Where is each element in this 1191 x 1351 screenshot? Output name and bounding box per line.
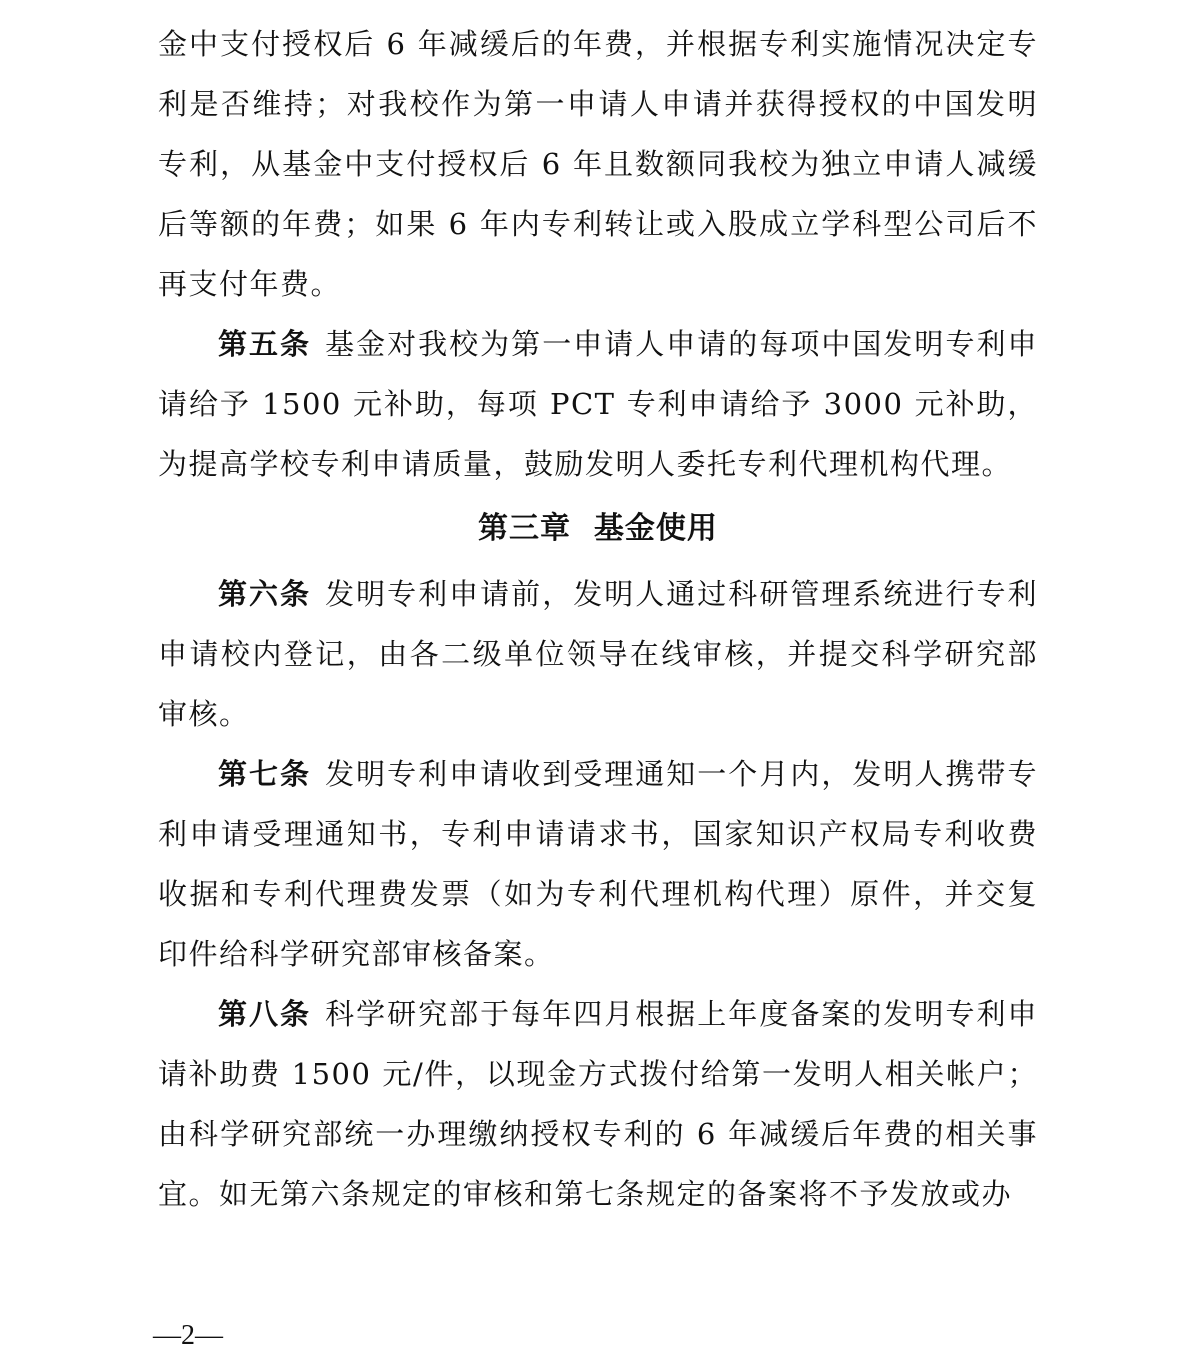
chapter-heading: 第三章 基金使用: [478, 511, 718, 546]
paragraph-text: 发明专利申请前，发明人通过科研管理系统进行专利申请校内登记，由各二级单位领导在线审核，并提交科学研究部审核。: [158, 577, 1038, 731]
article-label: 第六条: [218, 577, 312, 611]
paragraph-text: 基金对我校为第一申请人申请的每项中国发明专利申请给予 1500 元补助，每项 PCT 专利申请给予 3000 元补助，为提高学校专利申请质量，鼓励发明人委托专利代理机构代理。: [158, 327, 1038, 481]
document-page: [158, 14, 1038, 1224]
paragraph-text: 发明专利申请收到受理通知一个月内，发明人携带专利申请受理通知书，专利申请请求书，国家知识产权局专利收费收据和专利代理费发票（如为专利代理机构代理）原件，并交复印件给科学研究部审核备案。: [158, 757, 1038, 971]
article-6-paragraph: [158, 564, 1038, 744]
paragraph-text: 金中支付授权后 6 年减缓后的年费，并根据专利实施情况决定专利是否维持；对我校作为第一申请人申请并获得授权的中国发明专利，从基金中支付授权后 6 年且数额同我校为独立申请人减缓后等额的年费；如果 6 年内专利转让或入股成立学科型公司后不再支付年费。: [158, 27, 1038, 301]
article-8-paragraph: [158, 984, 1038, 1224]
page-number: —2—: [153, 1320, 223, 1351]
article-label: 第七条: [218, 757, 312, 791]
article-7-paragraph: [158, 744, 1038, 984]
article-label: 第八条: [218, 997, 312, 1031]
article-label: 第五条: [218, 327, 312, 361]
paragraph-continuation: [158, 14, 1038, 314]
paragraph-text: 科学研究部于每年四月根据上年度备案的发明专利申请补助费 1500 元/件，以现金方式拨付给第一发明人相关帐户；由科学研究部统一办理缴纳授权专利的 6 年减缓后年费的相关事宜。如无第六条规定的审核和第七条规定的备案将不予发放或办: [158, 997, 1038, 1211]
article-5-paragraph: [158, 314, 1038, 494]
